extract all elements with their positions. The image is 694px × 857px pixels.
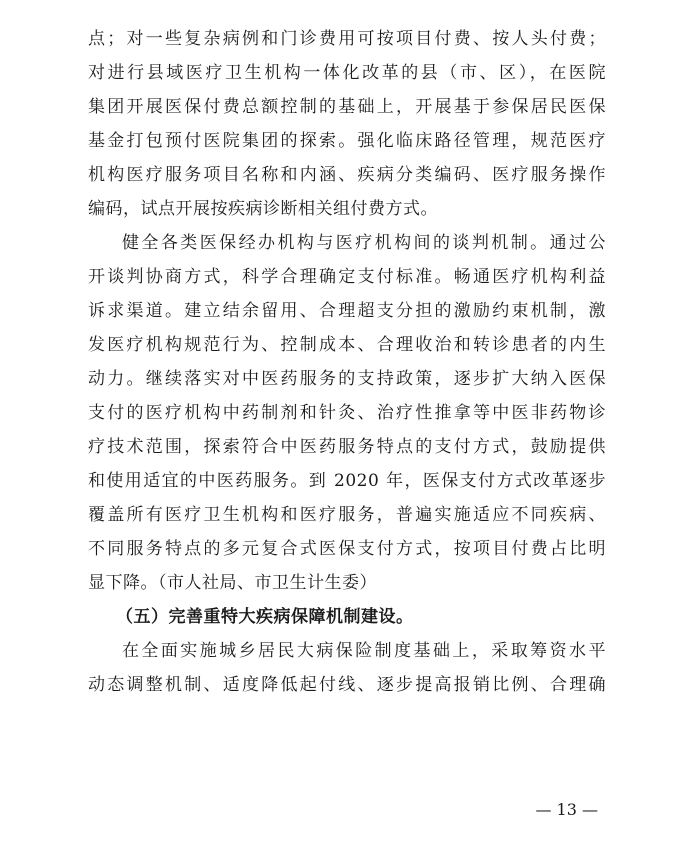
paragraph-line: 点；对一些复杂病例和门诊费用可按项目付费、按人头付费； — [88, 29, 606, 49]
paragraph-line: 发医疗机构规范行为、控制成本、合理收治和转诊患者的内生 — [88, 335, 606, 355]
paragraph-line: 动态调整机制、适度降低起付线、逐步提高报销比例、合理确 — [88, 675, 606, 695]
paragraph-line: 覆盖所有医疗卫生机构和医疗服务，普遍实施适应不同疾病、 — [88, 505, 606, 525]
paragraph-line: 支付的医疗机构中药制剂和针灸、治疗性推拿等中医非药物诊 — [88, 403, 606, 423]
paragraph-line: 开谈判协商方式，科学合理确定支付标准。畅通医疗机构利益 — [88, 267, 606, 287]
paragraph-line: 诉求渠道。建立结余留用、合理超支分担的激励约束机制，激 — [88, 301, 606, 321]
paragraph-line: 对进行县域医疗卫生机构一体化改革的县（市、区），在医院 — [88, 63, 606, 83]
section-heading: （五）完善重特大疾病保障机制建设。 — [116, 607, 414, 627]
paragraph-line: 集团开展医保付费总额控制的基础上，开展基于参保居民医保 — [88, 97, 606, 117]
paragraph-line: 不同服务特点的多元复合式医保支付方式，按项目付费占比明 — [88, 539, 606, 559]
paragraph-line: 显下降。（市人社局、市卫生计生委） — [88, 573, 377, 593]
paragraph-line: 健全各类医保经办机构与医疗机构间的谈判机制。通过公 — [122, 233, 606, 253]
paragraph-line: 疗技术范围，探索符合中医药服务特点的支付方式，鼓励提供 — [88, 437, 606, 457]
paragraph-line: 在全面实施城乡居民大病保险制度基础上，采取筹资水平 — [122, 641, 606, 661]
paragraph-line: 动力。继续落实对中医药服务的支持政策，逐步扩大纳入医保 — [88, 369, 606, 389]
paragraph-line: 机构医疗服务项目名称和内涵、疾病分类编码、医疗服务操作 — [88, 165, 606, 185]
paragraph-line: 基金打包预付医院集团的探索。强化临床路径管理，规范医疗 — [88, 131, 606, 151]
page-number: — 13 — — [535, 800, 598, 819]
paragraph-line: 和使用适宜的中医药服务。到 2020 年，医保支付方式改革逐步 — [88, 471, 606, 491]
paragraph-line: 编码，试点开展按疾病诊断相关组付费方式。 — [88, 199, 438, 219]
